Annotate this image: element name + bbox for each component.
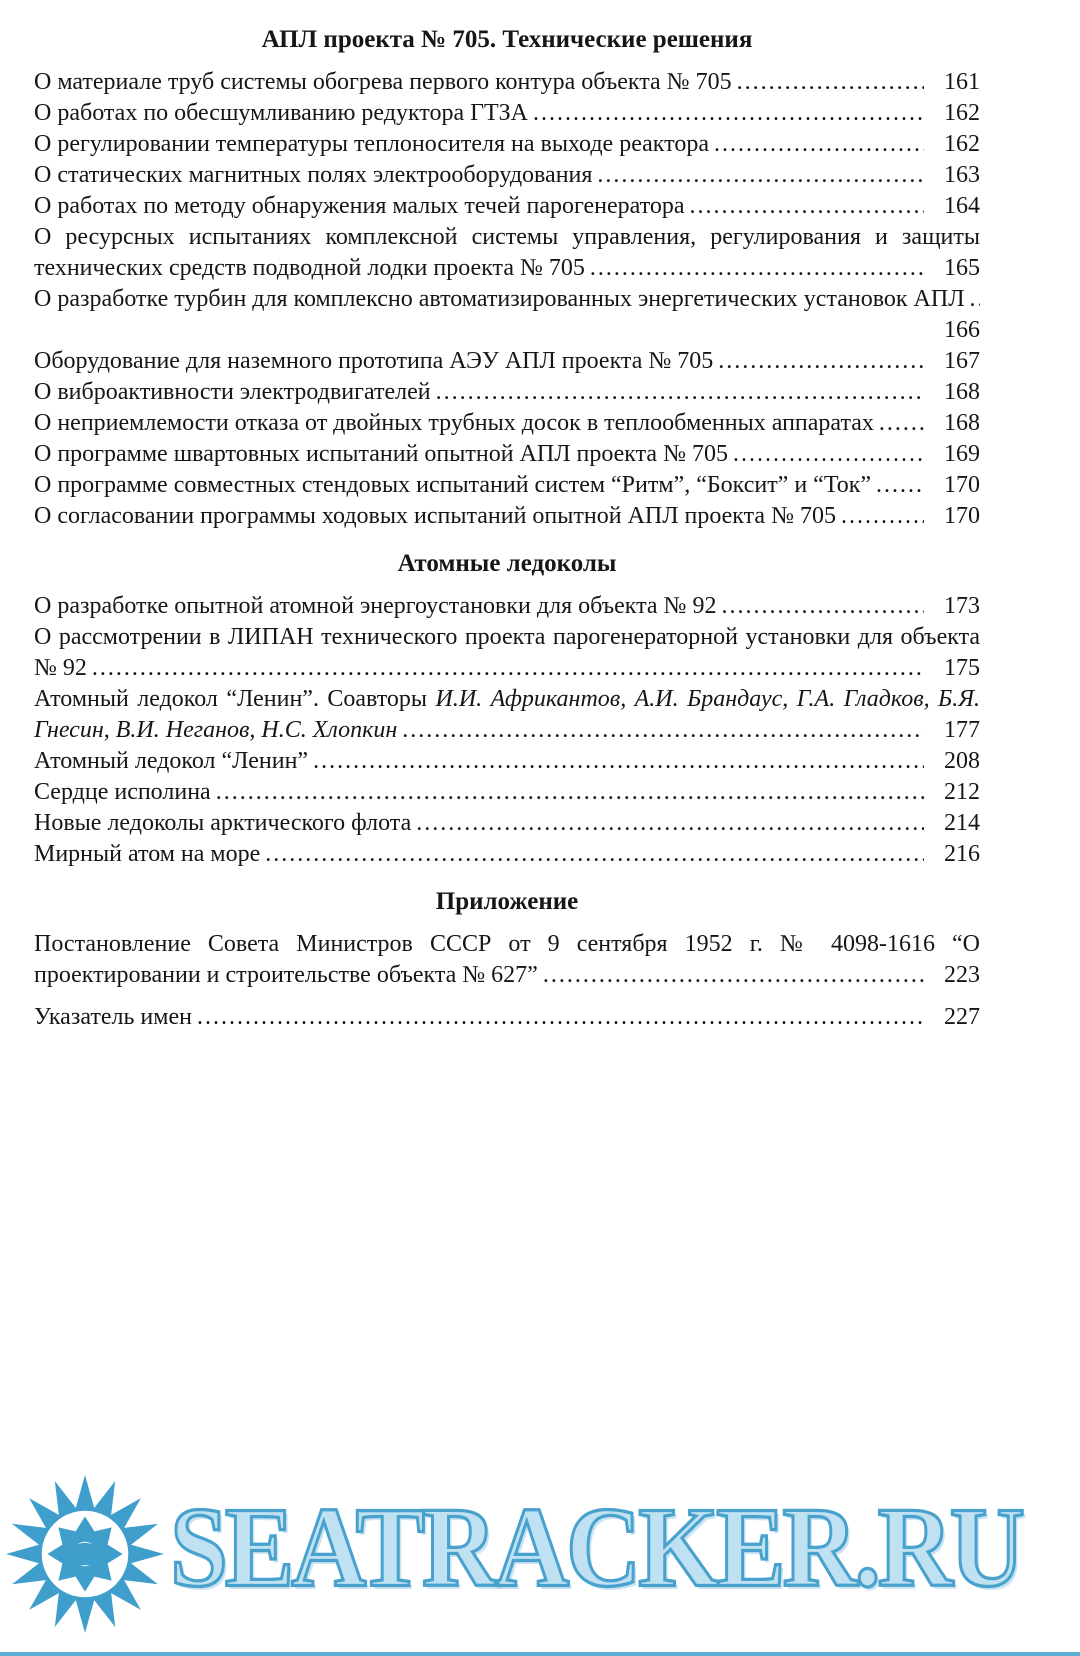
- toc-entry-title: О статических магнитных полях электрооборудования: [34, 162, 593, 188]
- toc-entry: [34, 129, 980, 160]
- toc-entry-title: О программе совместных стендовых испытаний систем “Ритм”, “Боксит” и “Ток”: [34, 472, 871, 498]
- toc-section-heading: Приложение: [435, 888, 579, 915]
- toc-entry-page: 227: [924, 1002, 980, 1033]
- toc-entry: [34, 622, 980, 684]
- toc-entry-title: О работах по обесшумливанию редуктора ГТЗА: [34, 100, 529, 126]
- toc-entry-title: Сердце исполина: [34, 779, 211, 805]
- toc-entry-title: О виброактивности электродвигателей: [34, 379, 431, 405]
- watermark-text: SEATRACKER.RU: [170, 1484, 1022, 1611]
- toc-entry-page: 223: [924, 960, 980, 991]
- toc-entry-page: 208: [924, 746, 980, 777]
- toc-entry-title: О согласовании программы ходовых испытаний опытной АПЛ проекта № 705: [34, 503, 836, 529]
- toc-entry-title: О программе швартовных испытаний опытной АПЛ проекта № 705: [34, 441, 728, 467]
- toc-entry-page: 173: [924, 591, 980, 622]
- toc-entry: [34, 839, 980, 870]
- toc-entry-title: О ресурсных испытаниях комплексной системы управления, регулирования и защиты технических средств подводной лодки проекта № 705: [34, 224, 980, 281]
- toc-entry: [34, 284, 980, 346]
- toc-entry: [34, 67, 980, 98]
- toc-entry-page: 165: [924, 253, 980, 284]
- toc-entry-page: 168: [924, 408, 980, 439]
- toc-entry-page: 161: [924, 67, 980, 98]
- toc-entry-page: 166: [924, 315, 980, 346]
- toc-entry-title: О регулировании температуры теплоносителя на выходе реактора: [34, 131, 709, 157]
- toc-entry: [34, 470, 980, 501]
- toc-entry: [34, 222, 980, 284]
- toc-entry-coauthors: И.И. Африкантов, А.И. Брандаус, Г.А. Гладков, Б.Я. Гнесин, В.И. Неганов, Н.С. Хлопкин: [34, 686, 980, 743]
- toc-entry: [34, 808, 980, 839]
- toc-entry-page: 212: [924, 777, 980, 808]
- toc-entry-page: 175: [924, 653, 980, 684]
- toc-entry-page: 169: [924, 439, 980, 470]
- toc-entry-title: Атомный ледокол “Ленин”: [34, 748, 309, 774]
- toc-entry: [34, 1002, 980, 1033]
- toc-entry: [34, 346, 980, 377]
- toc-entry-title: Новые ледоколы арктического флота: [34, 810, 412, 836]
- toc-section-heading: Атомные ледоколы: [397, 550, 617, 577]
- toc-entry-title: О разработке турбин для комплексно автоматизированных энергетических установок АПЛ: [34, 286, 965, 312]
- toc-entry: [34, 439, 980, 470]
- bottom-divider-line: [0, 1652, 1080, 1656]
- toc-entry: [34, 684, 980, 746]
- toc-entry-page: 163: [924, 160, 980, 191]
- toc-section-heading: АПЛ проекта № 705. Технические решения: [261, 26, 753, 53]
- toc-entry: [34, 929, 980, 991]
- toc-entry-page: 167: [924, 346, 980, 377]
- toc-entry-title: Указатель имен: [34, 1004, 192, 1030]
- toc-entry-title: О работах по методу обнаружения малых течей парогенератора: [34, 193, 685, 219]
- toc-entry-title: Оборудование для наземного прототипа АЭУ АПЛ проекта № 705: [34, 348, 714, 374]
- toc-entry: [34, 377, 980, 408]
- toc-entry-title: О разработке опытной атомной энергоустановки для объекта № 92: [34, 593, 717, 619]
- toc-entry: [34, 777, 980, 808]
- toc-entry-title: Мирный атом на море: [34, 841, 261, 867]
- toc-entry-page: 216: [924, 839, 980, 870]
- toc-entry-page: 170: [924, 501, 980, 532]
- toc-entry-page: 170: [924, 470, 980, 501]
- sunburst-sun-icon: [6, 1475, 164, 1633]
- toc-entry-page: 162: [924, 98, 980, 129]
- toc-entry-page: 168: [924, 377, 980, 408]
- toc-entry: [34, 591, 980, 622]
- toc-entry-page: 177: [924, 715, 980, 746]
- toc-entry: [34, 746, 980, 777]
- toc-entry-title: О неприемлемости отказа от двойных трубных досок в теплообменных аппаратах: [34, 410, 874, 436]
- toc-entry-page: 162: [924, 129, 980, 160]
- toc-entry-title: Постановление Совета Министров СССР от 9 сентября 1952 г. № 4098-1616 “О проектировании и строительстве объекта № 627”: [34, 931, 980, 988]
- toc-entry: [34, 98, 980, 129]
- toc-entry-title: О рассмотрении в ЛИПАН технического проекта парогенераторной установки для объекта № 92: [34, 624, 980, 681]
- toc-entry-page: 164: [924, 191, 980, 222]
- toc-entry: [34, 408, 980, 439]
- toc-entry: [34, 501, 980, 532]
- toc-entry: [34, 160, 980, 191]
- toc-entry-title: О материале труб системы обогрева первого контура объекта № 705: [34, 69, 732, 95]
- toc-entry-title: Атомный ледокол “Ленин”. Соавторы: [34, 686, 436, 712]
- toc-entry-page: 214: [924, 808, 980, 839]
- watermark: [6, 1461, 1080, 1646]
- toc-entry: [34, 191, 980, 222]
